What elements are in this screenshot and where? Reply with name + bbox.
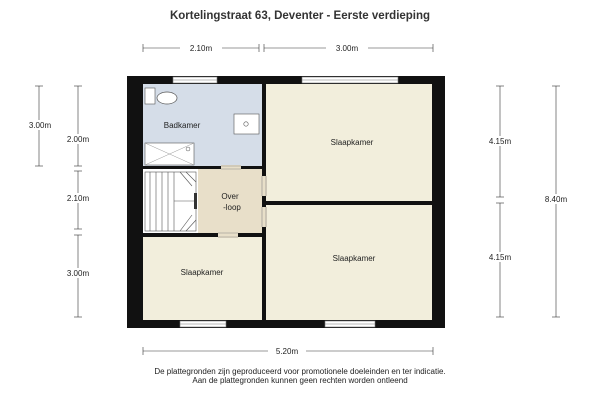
wall-south	[127, 320, 445, 328]
dim-right-inner-top: 4.15m	[488, 137, 512, 146]
plan-title: Kortelingstraat 63, Deventer - Eerste verdieping	[169, 10, 431, 22]
dim-left-inner-top: 2.00m	[66, 135, 90, 144]
toilet-icon	[145, 88, 155, 104]
room-label-slaapkamer-bottom-left: Slaapkamer	[180, 268, 224, 277]
room-label-overloop-2: -loop	[223, 203, 241, 212]
dim-left-outer: 3.00m	[28, 121, 52, 130]
dim-right-outer: 8.40m	[544, 195, 568, 204]
sink-icon	[234, 114, 259, 134]
dim-top-left: 2.10m	[189, 44, 213, 53]
room-label-badkamer: Badkamer	[163, 121, 201, 130]
wall-bedrooms-divider	[266, 201, 432, 205]
room-label-slaapkamer-bottom-right: Slaapkamer	[332, 254, 376, 263]
dim-left-inner-mid: 2.10m	[66, 194, 90, 203]
wall-west	[127, 76, 143, 328]
disclaimer-line-1: De plattegronden zijn geproduceerd voor promotionele doeleinden en ter indicatie.	[154, 367, 446, 376]
wall-bathroom-south	[143, 166, 262, 169]
wall-central	[262, 84, 266, 320]
landing-floor	[198, 168, 262, 234]
dim-left-inner-bottom: 3.00m	[66, 269, 90, 278]
dim-top-right: 3.00m	[335, 44, 359, 53]
bedroom-bottom-left-floor	[143, 237, 262, 320]
disclaimer-line-2: Aan de plattegronden kunnen geen rechten worden ontleend	[192, 376, 408, 385]
wall-landing-south	[143, 233, 262, 237]
room-label-slaapkamer-top-right: Slaapkamer	[330, 138, 374, 147]
room-label-overloop-1: Over	[221, 192, 239, 201]
dim-bottom: 5.20m	[275, 347, 299, 356]
wall-east	[432, 76, 445, 328]
dim-right-inner-bottom: 4.15m	[488, 253, 512, 262]
